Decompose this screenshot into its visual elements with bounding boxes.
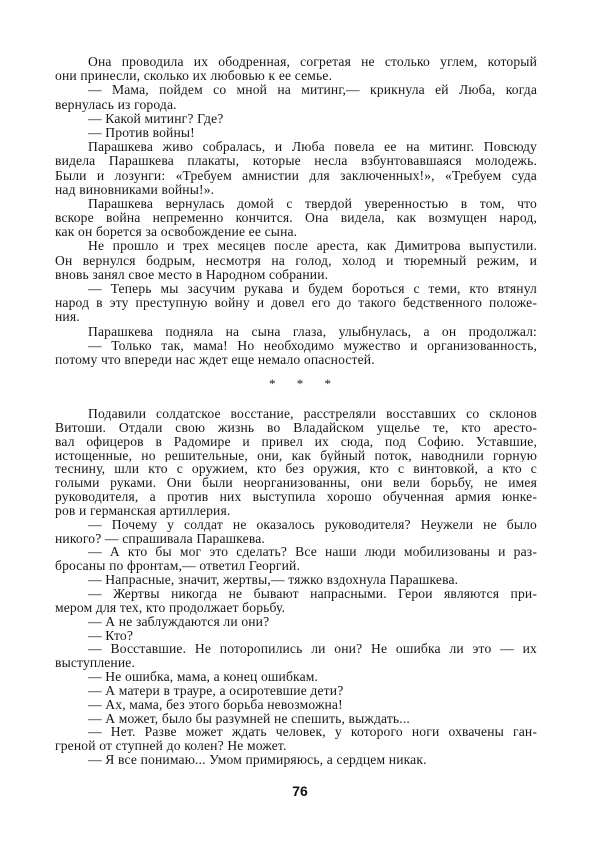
text-line: руководителя, а против них выступила хорошо обученная армия юнке- xyxy=(55,490,537,504)
text-line: Он вернулся бодрым, несмотря на голод, холод и тюремный режим, и xyxy=(55,253,537,268)
text-line: выступление. xyxy=(55,656,136,671)
text-line: — Теперь мы засучим рукава и будем бороться с теми, кто втянул xyxy=(88,282,537,296)
section-separator xyxy=(0,376,600,392)
text-line: как он борется за освобождение ее сына. xyxy=(55,225,298,240)
text-line: — Не ошибка, мама, а конец ошибкам. xyxy=(88,670,319,684)
text-line: ния. xyxy=(55,310,80,325)
text-section-1 xyxy=(55,55,537,367)
text-line: вернулась из города. xyxy=(55,97,177,112)
text-line: — А кто бы мог это сделать? Все наши люди мобилизованы и раз- xyxy=(88,545,537,560)
text-line: — Жертвы никогда не бывают напрасными. Герои являются при- xyxy=(88,586,537,601)
text-line: — Против войны! xyxy=(88,125,195,140)
text-line: — А не заблуждаются ли они? xyxy=(88,614,270,629)
text-line: — Напрасные, значит, жертвы,— тяжко вздохнула Парашкева. xyxy=(88,573,459,587)
text-line: никого? — спрашивала Парашкева. xyxy=(55,531,265,546)
text-line: — А может, было бы разумней не спешить, выждать... xyxy=(88,711,410,726)
text-line: — Восставшие. Не поторопились ли они? Не ошибка ли это — их xyxy=(88,642,537,657)
text-line: греной от ступней до колен? Не может. xyxy=(55,739,287,754)
text-line: — Почему у солдат не оказалось руководителя? Неужели не было xyxy=(88,517,537,532)
text-line: — А матери в трауре, а осиротевшие дети? xyxy=(88,683,344,698)
text-line: Она проводила их ободренная, согретая не столько углем, который xyxy=(88,55,537,69)
text-line: Парашкева вернулась домой с твердой уверенностью в том, что xyxy=(88,196,537,211)
text-line: — Кто? xyxy=(88,628,134,643)
text-line: вал офицеров в Радомире и привел их сюда, под Софию. Уставшие, xyxy=(55,434,537,449)
text-line: ров и германская артиллерия. xyxy=(55,503,231,518)
text-line: вновь занял свое место в Народном собрании. xyxy=(55,267,329,282)
text-line: — Ах, мама, без этого борьба невозможна! xyxy=(88,697,343,712)
text-line: Парашкева живо собралась, и Люба повела ее на митинг. Повсюду xyxy=(88,140,537,155)
text-line: Не прошло и трех месяцев после ареста, как Димитрова выпустили. xyxy=(88,239,537,254)
text-line: потому что впереди нас ждет еще немало опасностей. xyxy=(55,352,375,367)
text-line: бросаны по фронтам,— ответил Георгий. xyxy=(55,559,301,574)
text-line: над виновниками войны!». xyxy=(55,182,215,197)
separator-asterisk: * xyxy=(269,376,276,391)
text-line: — Я все понимаю... Умом примиряюсь, а сердцем никак. xyxy=(88,753,427,767)
text-line: — Мама, пойдем со мной на митинг,— крикнула ей Люба, когда xyxy=(88,83,537,98)
text-line: Подавили солдатское восстание, расстреляли восставших со склонов xyxy=(88,407,537,421)
text-line: видела Парашкева плакаты, которые несла взбунтовавшаяся молодежь. xyxy=(55,154,537,169)
text-line: мером для тех, кто продолжает борьбу. xyxy=(55,600,286,615)
text-line: теснину, шли кто с оружием, кто без оружия, кто с винтовкой, а кто с xyxy=(55,462,537,477)
text-line: Были и лозунги: «Требуем амнистии для заключенных!», «Требуем суда xyxy=(55,168,537,183)
text-section-2 xyxy=(55,407,537,767)
text-line: они принесли, сколько их любовью к ее семье. xyxy=(55,69,333,84)
text-line: истощенные, но решительные, они, как буйный поток, наводнили горную xyxy=(55,448,537,463)
text-line: Парашкева подняла на сына глаза, улыбнулась, а он продолжал: xyxy=(88,324,537,339)
text-line: — Какой митинг? Где? xyxy=(88,111,224,126)
text-line: — Только так, мама! Но необходимо мужество и организованность, xyxy=(88,338,537,353)
text-line: вскоре война непременно кончится. Она видела, как возмущен народ, xyxy=(55,211,537,226)
separator-asterisk: * xyxy=(296,376,304,391)
text-line: Витоши. Отдали свою жизнь во Владайском ущелье те, кто аресто- xyxy=(55,420,537,435)
text-line: — Нет. Разве может ждать человек, у которого ноги охвачены ган- xyxy=(88,725,537,740)
text-line: народ в эту преступную войну и довел его до такого бедственного положе- xyxy=(55,296,537,311)
text-line: голыми руками. Они были неорганизованны, они вели борьбу, не имея xyxy=(55,476,537,491)
separator-asterisk: * xyxy=(324,376,331,391)
page-number: 76 xyxy=(292,783,308,799)
